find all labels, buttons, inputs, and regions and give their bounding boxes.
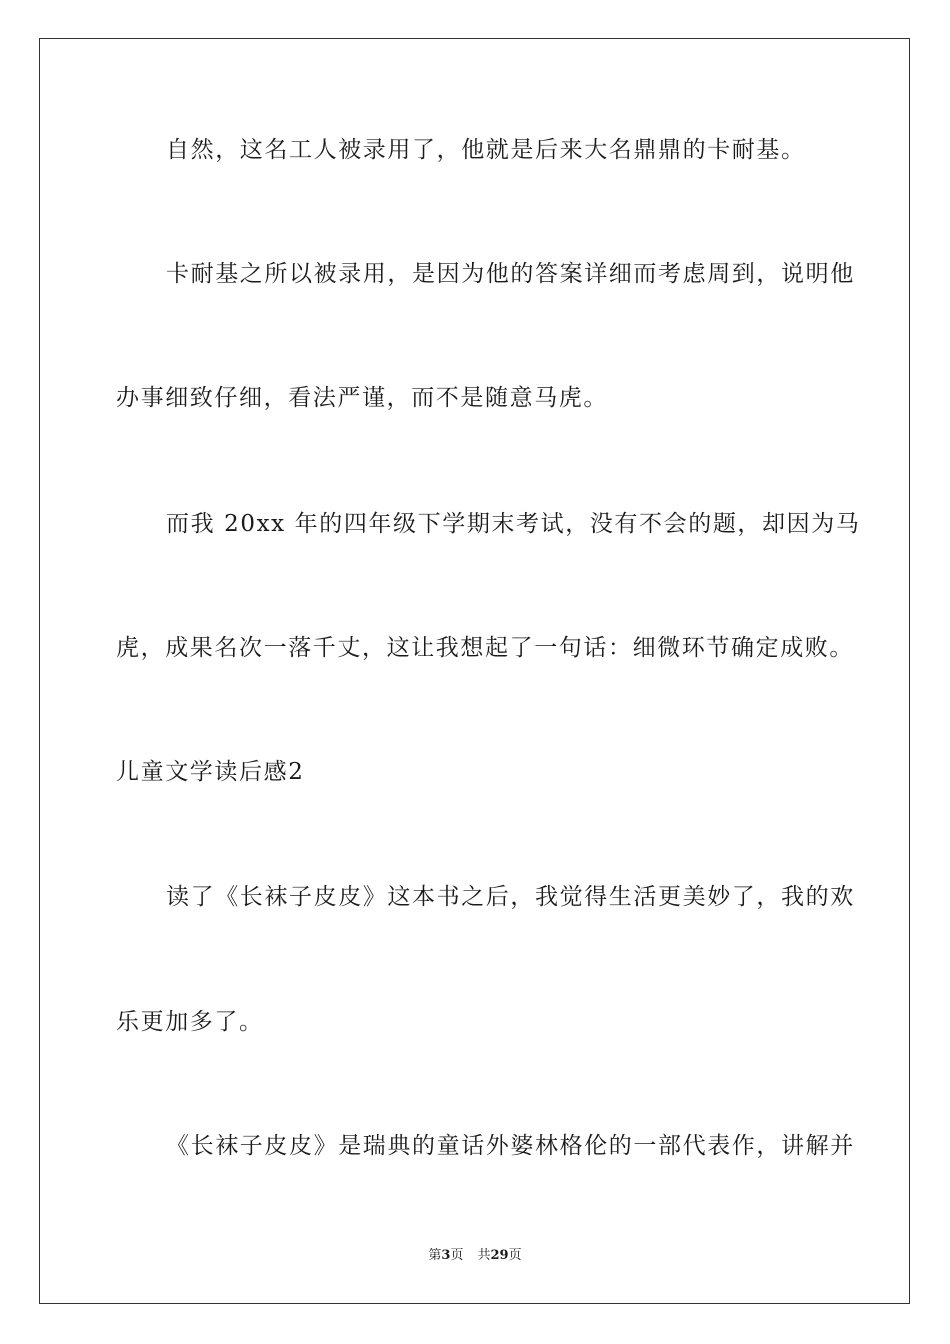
paragraph-line: 办事细致仔细，看法严谨，而不是随意马虎。 — [116, 385, 608, 411]
paragraph-line: 卡耐基之所以被录用，是因为他的答案详细而考虑周到，说明他 — [166, 261, 855, 287]
paragraph-line: 读了《长袜子皮皮》这本书之后，我觉得生活更美妙了，我的欢 — [166, 884, 855, 910]
page-suffix: 页 — [450, 1248, 464, 1263]
page-footer — [0, 1247, 950, 1265]
total-pages: 29 — [490, 1248, 509, 1263]
page-border — [39, 38, 910, 1304]
paragraph-line: 《长袜子皮皮》是瑞典的童话外婆林格伦的一部代表作，讲解并 — [166, 1133, 855, 1159]
paragraph-line: 虎，成果名次一落千丈，这让我想起了一句话：细微环节确定成败。 — [116, 635, 854, 661]
section-heading: 儿童文学读后感2 — [116, 759, 305, 785]
page-number: 3 — [441, 1248, 451, 1263]
paragraph-line: 乐更加多了。 — [116, 1009, 264, 1035]
total-suffix: 页 — [508, 1248, 522, 1263]
paragraph-line: 自然，这名工人被录用了，他就是后来大名鼎鼎的卡耐基。 — [166, 137, 806, 163]
total-prefix: 共 — [477, 1248, 491, 1263]
paragraph-line: 而我 20xx 年的四年级下学期末考试，没有不会的题，却因为马 — [166, 511, 861, 537]
page-prefix: 第 — [428, 1248, 442, 1263]
